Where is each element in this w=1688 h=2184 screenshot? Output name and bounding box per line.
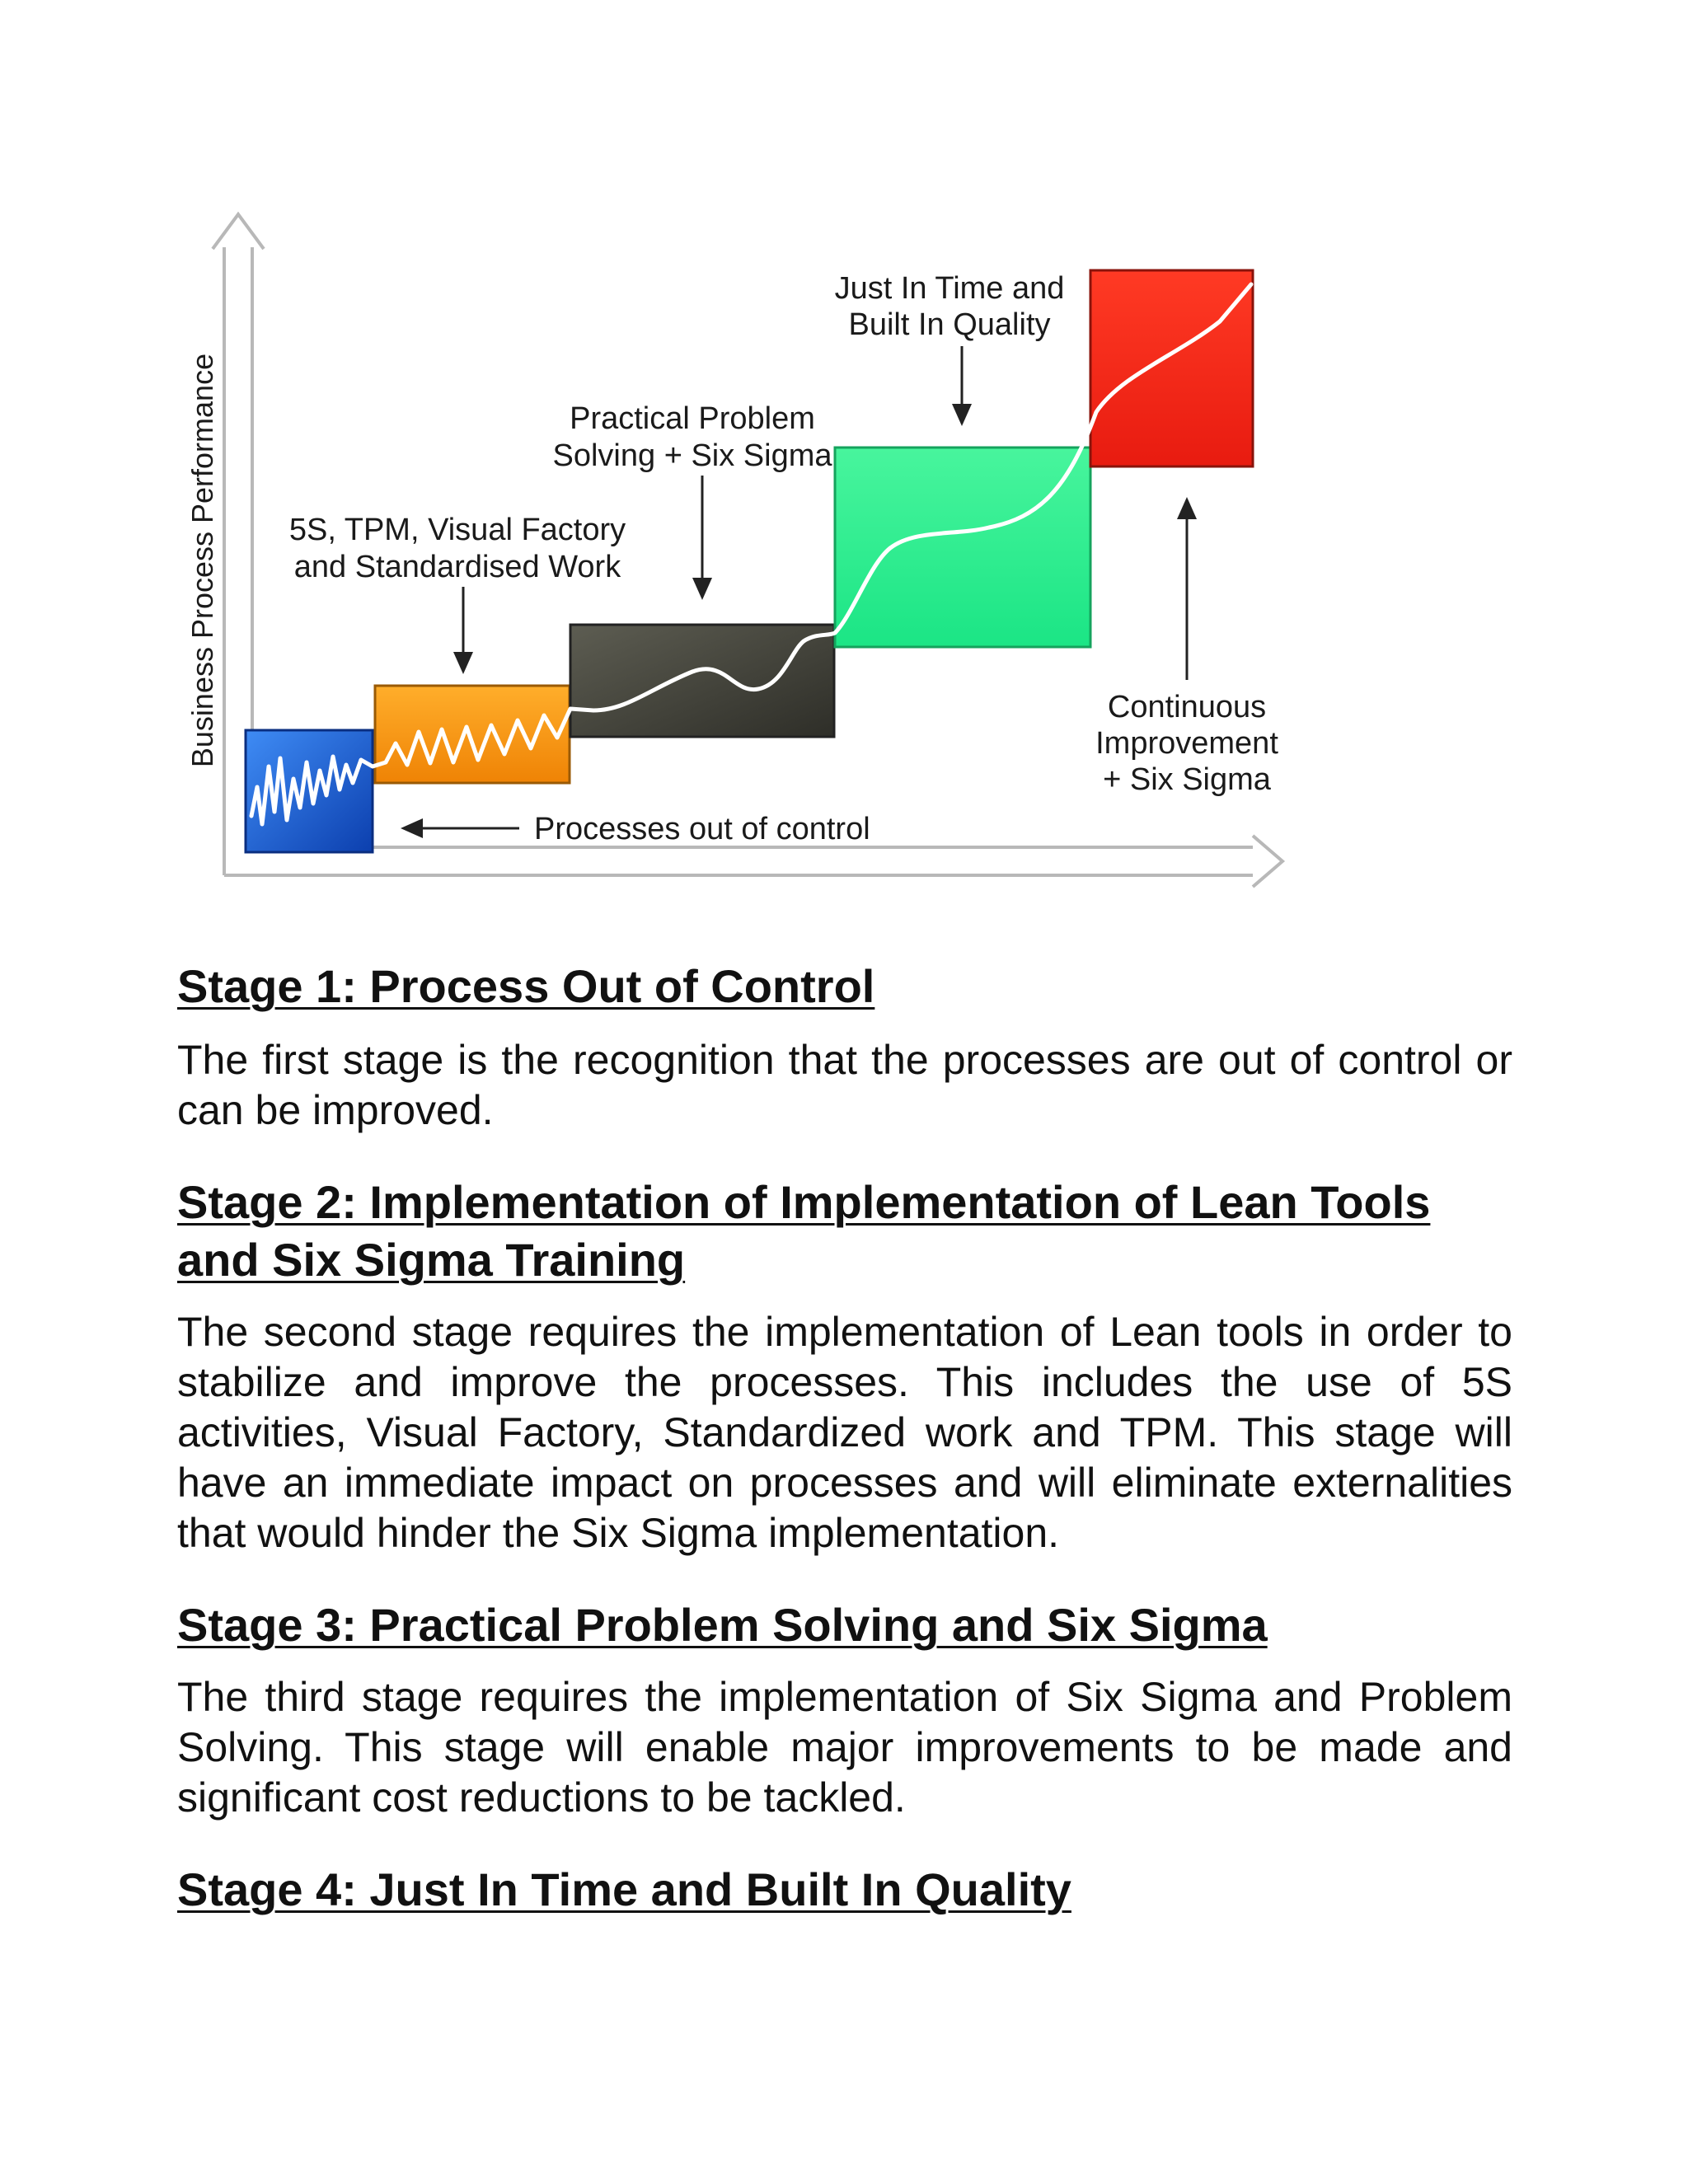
stage-box-2 (375, 686, 570, 783)
stage-3-heading: Stage 3: Practical Problem Solving and Six Sigma (177, 1599, 1268, 1651)
stage-2-label-line2: and Standardised Work (293, 550, 621, 584)
stage-box-5 (1090, 270, 1253, 466)
stage-5-label-line3: + Six Sigma (1103, 762, 1271, 797)
stage-3-paragraph: The third stage requires the implementation of Six Sigma and Problem Solving. This stage will enable major improvements to be made and significant cost reductions to be tackled. (177, 1674, 1512, 1821)
stage-3-label-line1: Practical Problem (570, 401, 815, 436)
stage-4-label-line2: Built In Quality (848, 307, 1051, 342)
stage-3-label-line2: Solving + Six Sigma (552, 438, 832, 473)
stage-box-4 (835, 448, 1090, 647)
stage-2-label-line1: 5S, TPM, Visual Factory (288, 513, 626, 547)
out-of-control-label: Processes out of control (534, 812, 870, 846)
y-axis-label: Business Process Performance (185, 353, 219, 768)
stages-diagram (0, 0, 1688, 931)
stage-5-label-line2: Improvement (1095, 726, 1278, 761)
stage-1-paragraph: The first stage is the recognition that the processes are out of control or can be improved. (177, 1037, 1512, 1133)
document-body (177, 948, 1512, 1919)
stage-1-heading: Stage 1: Process Out of Control (177, 960, 875, 1012)
stage-box-3 (570, 625, 834, 737)
stage-2-paragraph: The second stage requires the implementation of Lean tools in order to stabilize and improve the processes. This includes the use of 5S activities, Visual Factory, Standardized work and TPM. This stage will have an immediate impact on processes and will eliminate externalities that would hinder the Six Sigma implementation. (177, 1309, 1512, 1556)
stage-2-heading: Stage 2: Implementation of Implementation of Lean Tools and Six Sigma Training (177, 1176, 1431, 1286)
stage-5-label-line1: Continuous (1107, 690, 1267, 724)
stage-4-heading: Stage 4: Just In Time and Built In Quality (177, 1863, 1071, 1915)
stage-4-label-line1: Just In Time and (834, 271, 1065, 306)
